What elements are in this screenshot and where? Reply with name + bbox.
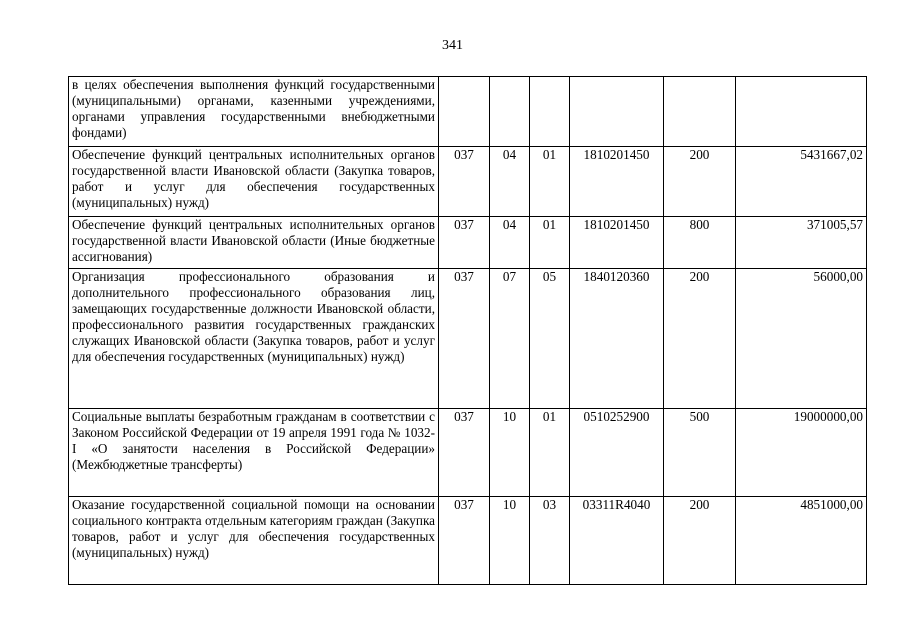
expense-type-code: 500 — [664, 409, 736, 497]
page-number: 341 — [442, 38, 463, 53]
section-code: 07 — [490, 269, 530, 409]
ministry-code: 037 — [439, 409, 490, 497]
amount: 371005,57 — [736, 217, 867, 269]
row-description: Социальные выплаты безработным гражданам в соответствии с Законом Российской Федерации от 19 апреля 1991 года № 1032-I «О занятости населения в Российской Федерации» (Межбюджетные трансферты) — [69, 409, 439, 497]
subsection-code: 01 — [530, 409, 570, 497]
table-row — [69, 147, 867, 217]
table-row — [69, 497, 867, 585]
ministry-code: 037 — [439, 269, 490, 409]
section-code: 04 — [490, 147, 530, 217]
section-code: 10 — [490, 409, 530, 497]
subsection-code: 01 — [530, 217, 570, 269]
budget-table — [68, 76, 867, 585]
subsection-code: 03 — [530, 497, 570, 585]
amount: 4851000,00 — [736, 497, 867, 585]
expense-type-code — [664, 77, 736, 147]
table-row — [69, 217, 867, 269]
ministry-code: 037 — [439, 147, 490, 217]
target-article-code — [570, 77, 664, 147]
ministry-code: 037 — [439, 497, 490, 585]
expense-type-code: 200 — [664, 147, 736, 217]
section-code — [490, 77, 530, 147]
expense-type-code: 200 — [664, 269, 736, 409]
target-article-code: 1840120360 — [570, 269, 664, 409]
target-article-code: 1810201450 — [570, 217, 664, 269]
target-article-code: 03311R4040 — [570, 497, 664, 585]
amount: 5431667,02 — [736, 147, 867, 217]
section-code: 10 — [490, 497, 530, 585]
table-row — [69, 269, 867, 409]
amount: 56000,00 — [736, 269, 867, 409]
row-description: Обеспечение функций центральных исполнительных органов государственной власти Ивановской области (Закупка товаров, работ и услуг для обеспечения государственных (муниципальных) нужд) — [69, 147, 439, 217]
ministry-code — [439, 77, 490, 147]
expense-type-code: 200 — [664, 497, 736, 585]
amount: 19000000,00 — [736, 409, 867, 497]
amount — [736, 77, 867, 147]
subsection-code: 01 — [530, 147, 570, 217]
ministry-code: 037 — [439, 217, 490, 269]
row-description: Оказание государственной социальной помощи на основании социального контракта отдельным категориям граждан (Закупка товаров, работ и услуг для обеспечения государственных (муниципальных) нужд) — [69, 497, 439, 585]
row-description: Организация профессионального образования и дополнительного профессионального образования лиц, замещающих государственные должности Ивановской области, профессионального развития государственных гражданских служащих Ивановской области (Закупка товаров, работ и услуг для обеспечения государственных (муниципальных) нужд) — [69, 269, 439, 409]
section-code: 04 — [490, 217, 530, 269]
table-row — [69, 77, 867, 147]
target-article-code: 1810201450 — [570, 147, 664, 217]
expense-type-code: 800 — [664, 217, 736, 269]
row-description: Обеспечение функций центральных исполнительных органов государственной власти Ивановской области (Иные бюджетные ассигнования) — [69, 217, 439, 269]
row-description: в целях обеспечения выполнения функций государственными (муниципальными) органами, казенными учреждениями, органами управления государственными внебюджетными фондами) — [69, 77, 439, 147]
table-row — [69, 409, 867, 497]
subsection-code: 05 — [530, 269, 570, 409]
subsection-code — [530, 77, 570, 147]
target-article-code: 0510252900 — [570, 409, 664, 497]
